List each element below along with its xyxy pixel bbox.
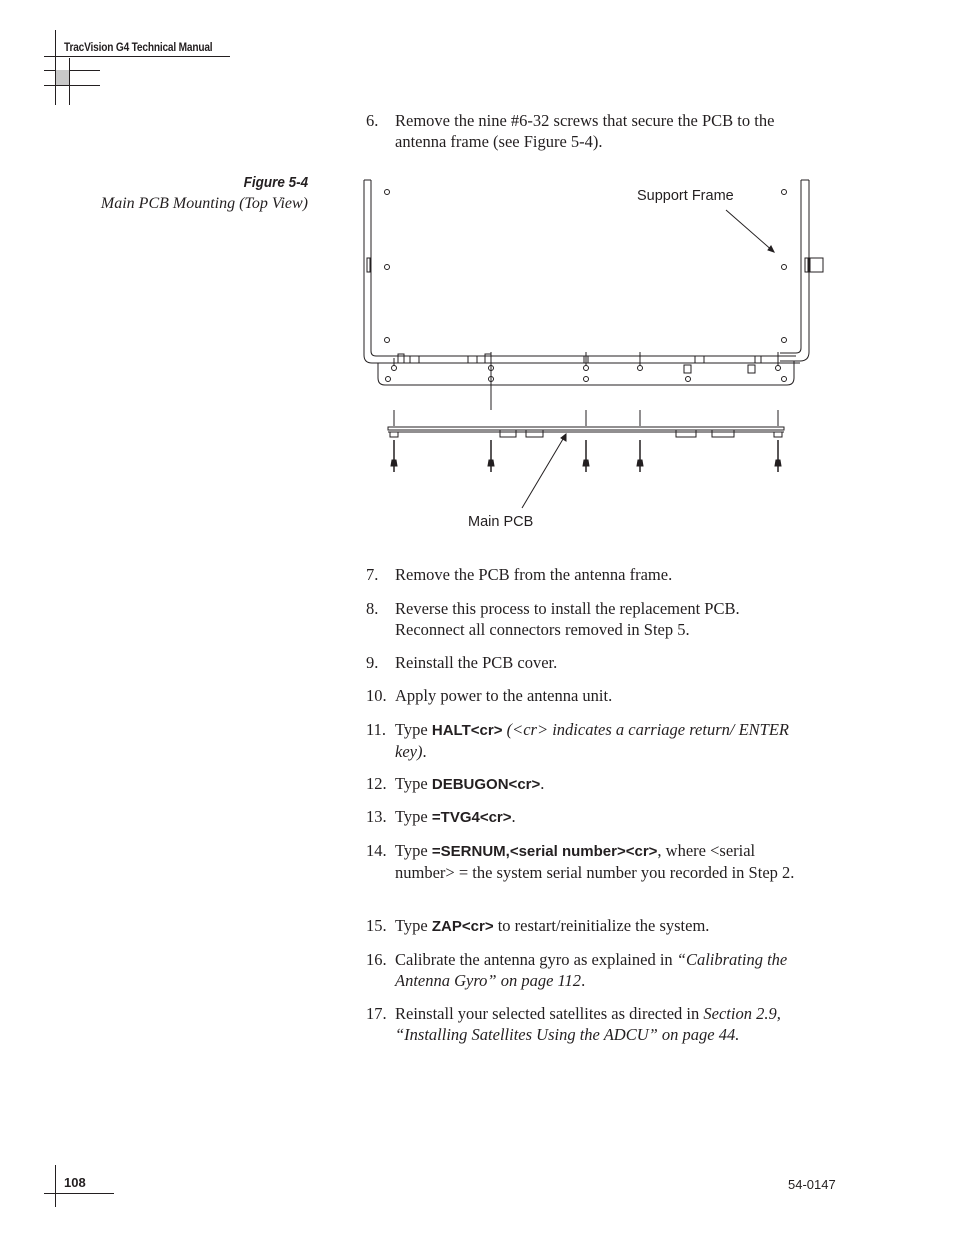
- step-text: [395, 949, 796, 991]
- support-frame-leader: [726, 210, 774, 252]
- header-rule: [44, 56, 230, 57]
- step-text-run: Type: [395, 774, 432, 793]
- step-number: 12.: [366, 774, 387, 793]
- step-text: [395, 806, 796, 828]
- step-number: 13.: [366, 807, 387, 826]
- figure-number: Figure 5-4: [243, 174, 308, 191]
- running-header: TracVision G4 Technical Manual: [64, 42, 213, 54]
- step-text-run: .: [511, 807, 516, 826]
- pcb-mounting-diagram: [350, 170, 840, 540]
- crop-mark-horizontal-2: [44, 85, 100, 86]
- figure-label: [101, 174, 308, 213]
- step-text-run: Reverse this process to install the replacement PCB. Reconnect all connectors removed in Step 5.: [395, 599, 740, 639]
- step-item: [366, 1003, 796, 1045]
- command-text: =SERNUM,<serial number><cr>: [431, 843, 658, 860]
- step-item: [366, 598, 796, 640]
- frame-mounting-holes: [367, 190, 808, 382]
- step-text: [395, 598, 796, 640]
- reference-text: “Calibrating the Antenna Gyro” on page 112: [395, 950, 788, 990]
- step-text-run: Type: [395, 807, 432, 826]
- step-text-run: Remove the nine #6-32 screws that secure the PCB to the antenna frame (see Figure 5-4).: [395, 111, 775, 151]
- step-text: [395, 915, 796, 937]
- step-text-run: , where <serial number> = the system serial number you recorded in Step 2.: [395, 841, 795, 882]
- step-text: [395, 652, 796, 673]
- step-item: [366, 719, 796, 762]
- step-text-run: Reinstall your selected satellites as directed in: [395, 1004, 704, 1023]
- crop-mark-vertical-2: [69, 58, 70, 105]
- step-text: [395, 840, 796, 883]
- step-item: [366, 685, 796, 706]
- step-text: [395, 564, 796, 585]
- step-text-run: .: [540, 774, 545, 793]
- step-text-run: Type: [395, 720, 432, 739]
- crop-mark-square: [56, 70, 69, 85]
- step-text: [395, 719, 796, 762]
- command-text: DEBUGON<cr>: [431, 776, 541, 793]
- step-text-run: .: [581, 971, 586, 990]
- support-frame-label: Support Frame: [637, 188, 734, 204]
- step-text-run: Remove the PCB from the antenna frame.: [395, 565, 673, 584]
- step-text-run: Reinstall the PCB cover.: [395, 653, 558, 672]
- step-number: 10.: [366, 686, 387, 705]
- step-text: [395, 773, 796, 795]
- step-number: 16.: [366, 950, 387, 969]
- step-number: 14.: [366, 841, 387, 860]
- reference-text: Section 2.9, “Installing Satellites Using the ADCU” on page 44.: [395, 1004, 781, 1044]
- command-text: HALT<cr>: [431, 722, 503, 739]
- command-text: ZAP<cr>: [431, 918, 494, 935]
- reference-text: (<cr> indicates a carriage return/ ENTER key): [395, 720, 790, 761]
- crop-mark-horizontal: [44, 70, 100, 71]
- figure-caption: Main PCB Mounting (Top View): [100, 195, 308, 212]
- step-text: [395, 685, 796, 706]
- document-number: 54-0147: [788, 1177, 836, 1192]
- step-number: 11.: [366, 720, 387, 739]
- step-item: [366, 806, 796, 828]
- step-number: 17.: [366, 1004, 387, 1023]
- step-number: 9.: [366, 653, 379, 672]
- crop-mark-vertical: [55, 30, 56, 105]
- step-number: 7.: [366, 565, 379, 584]
- step-text: [395, 110, 796, 152]
- step-item: [366, 840, 796, 883]
- step-item: [366, 564, 796, 585]
- step-text-run: Type: [395, 916, 432, 935]
- step-text-run: .: [422, 742, 427, 761]
- main-pcb-leader: [522, 434, 566, 508]
- step-text-run: Calibrate the antenna gyro as explained in: [395, 950, 677, 969]
- page-number: 108: [64, 1175, 86, 1190]
- command-text: =TVG4<cr>: [431, 809, 512, 826]
- step-item: [366, 652, 796, 673]
- right-frame-tab: [810, 258, 823, 272]
- step-text-run: Apply power to the antenna unit.: [395, 686, 613, 705]
- step-text: [395, 1003, 796, 1045]
- footer-crop-mark: [55, 1165, 56, 1207]
- step-number: 8.: [366, 599, 379, 618]
- mounting-screws: [391, 440, 781, 472]
- step-number: 6.: [366, 111, 379, 130]
- step-item: [366, 949, 796, 991]
- step-number: 15.: [366, 916, 387, 935]
- step-item: [366, 110, 796, 152]
- step-item: [366, 773, 796, 795]
- main-pcb-board: [388, 427, 784, 437]
- main-pcb-label: Main PCB: [468, 514, 534, 530]
- step-item: [366, 915, 796, 937]
- step-text-run: to restart/reinitialize the system.: [493, 916, 710, 935]
- step-text-run: Type: [395, 841, 432, 860]
